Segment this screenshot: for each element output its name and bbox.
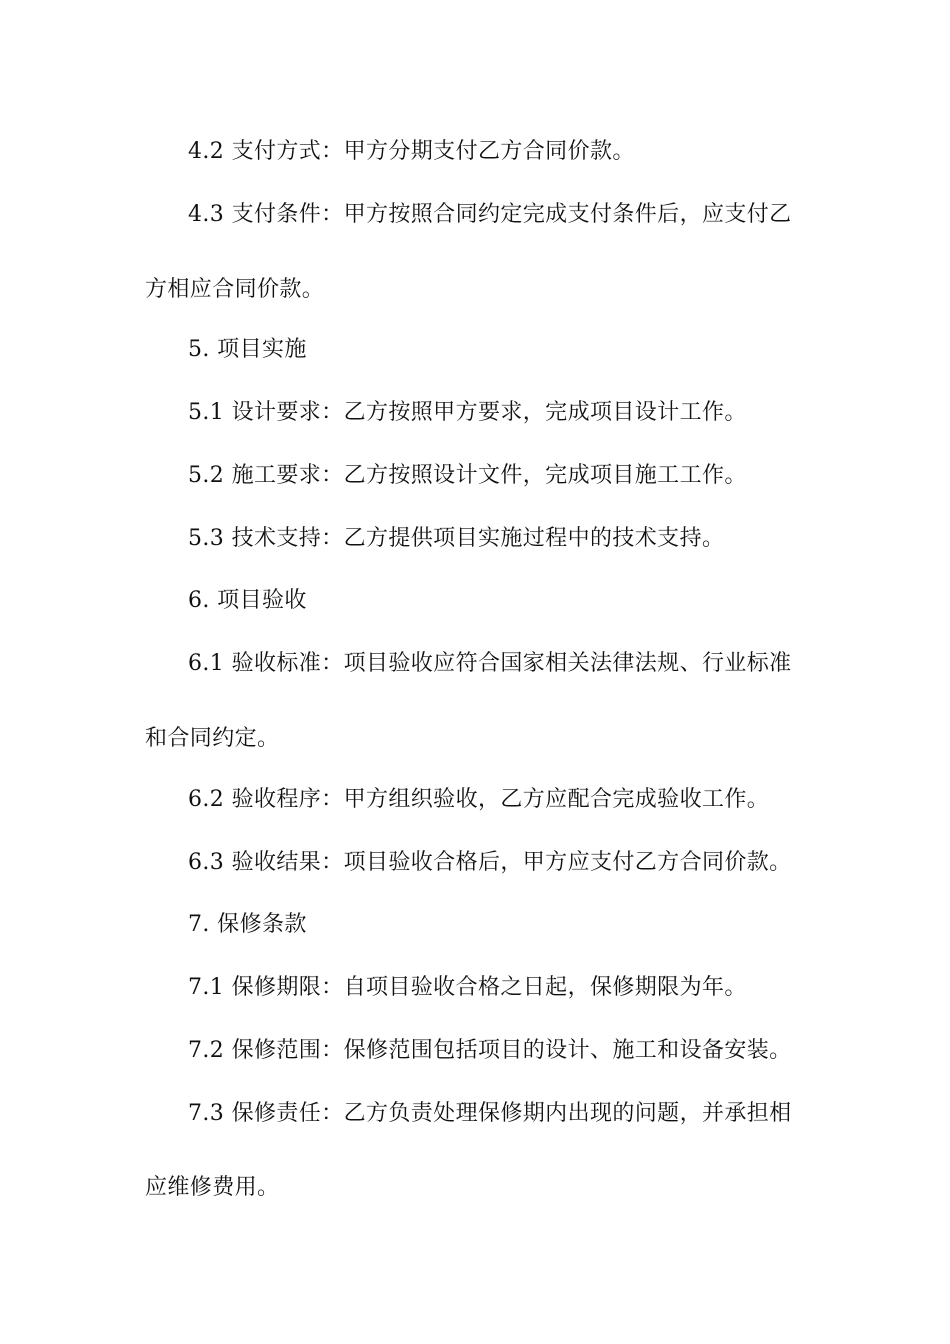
clause-4-3: 4.3 支付条件：甲方按照合同约定完成支付条件后，应支付乙 [188, 202, 792, 227]
section-5-heading: 5. 项目实施 [188, 337, 307, 362]
clause-6-1: 6.1 验收标准：项目验收应符合国家相关法律法规、行业标准 [188, 651, 792, 676]
section-6-heading: 6. 项目验收 [188, 588, 307, 613]
clause-5-3: 5.3 技术支持：乙方提供项目实施过程中的技术支持。 [188, 526, 725, 551]
clause-7-3: 7.3 保修责任：乙方负责处理保修期内出现的问题，并承担相 [188, 1101, 792, 1126]
clause-7-2: 7.2 保修范围：保修范围包括项目的设计、施工和设备安装。 [188, 1038, 792, 1063]
clause-6-1-continued: 和合同约定。 [145, 726, 280, 751]
clause-6-2: 6.2 验收程序：甲方组织验收，乙方应配合完成验收工作。 [188, 787, 770, 812]
clause-4-3-continued: 方相应合同价款。 [145, 277, 325, 302]
clause-7-3-continued: 应维修费用。 [145, 1175, 280, 1200]
clause-5-2: 5.2 施工要求：乙方按照设计文件，完成项目施工工作。 [188, 463, 747, 488]
clause-6-3: 6.3 验收结果：项目验收合格后，甲方应支付乙方合同价款。 [188, 850, 792, 875]
section-7-heading: 7. 保修条款 [188, 912, 307, 937]
clause-4-2: 4.2 支付方式：甲方分期支付乙方合同价款。 [188, 139, 635, 164]
clause-5-1: 5.1 设计要求：乙方按照甲方要求，完成项目设计工作。 [188, 400, 747, 425]
clause-7-1: 7.1 保修期限：自项目验收合格之日起，保修期限为年。 [188, 975, 747, 1000]
